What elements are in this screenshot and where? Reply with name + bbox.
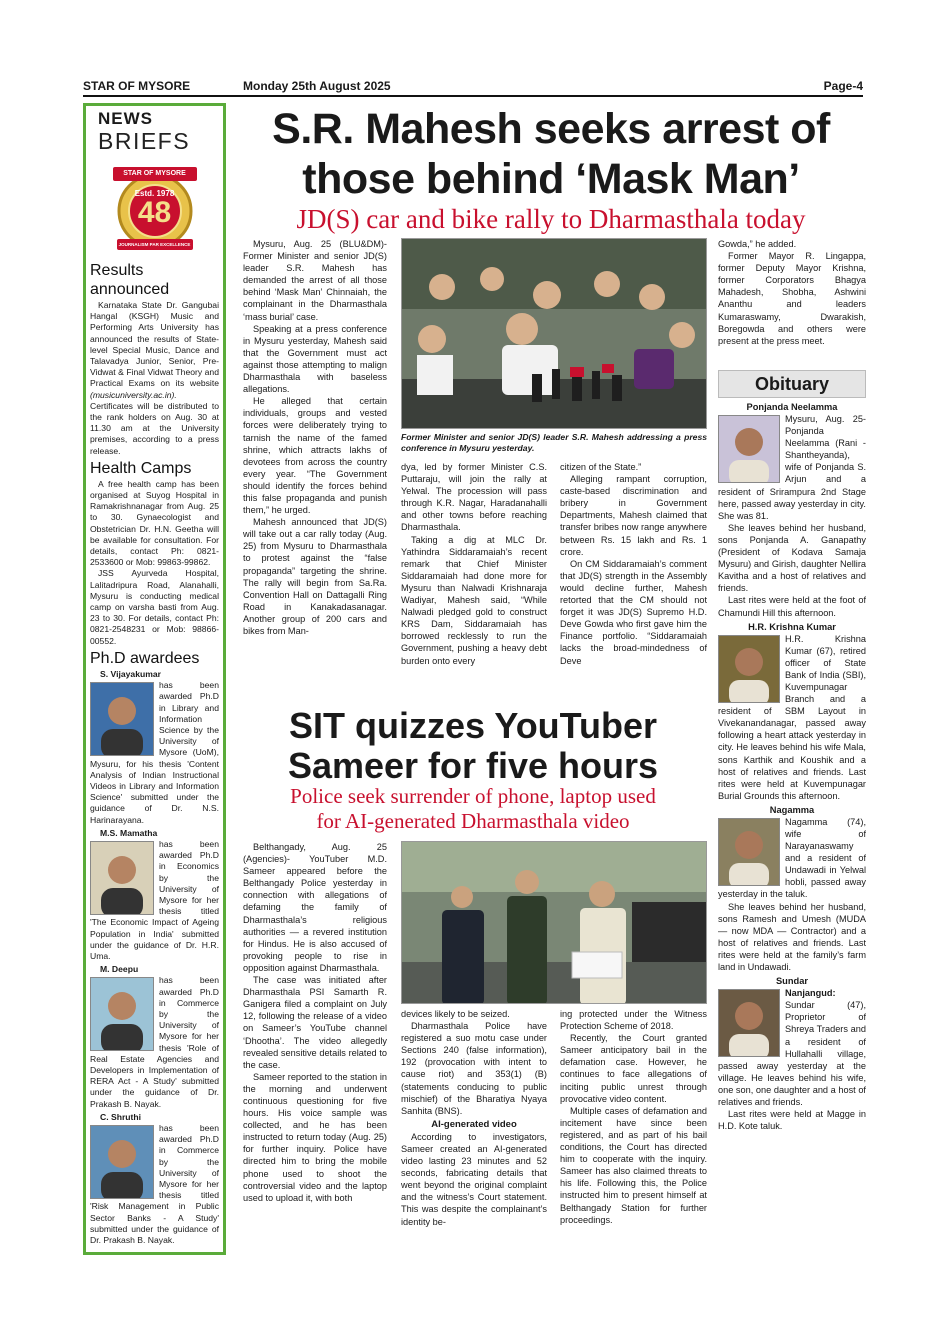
story2-col2 <box>401 1008 547 1262</box>
obituary-more: Last rites were held at Magge in H.D. Kote taluk. <box>718 1109 866 1132</box>
phd-awardee <box>90 964 219 1110</box>
paragraph: Sameer reported to the station in the morning and underwent continuous questioning for five hours. His voice sample was collected, and he has been instructed to return today (Aug. 25) for further inquiry. Police have directed him to bring the mobile phone used to shoot the controversial video and the laptop used to upload it, with both <box>243 1071 387 1203</box>
story2-col3 <box>560 1008 707 1262</box>
anniversary-logo <box>105 159 205 259</box>
story1-col1 <box>243 238 387 700</box>
obituary-more: She leaves behind her husband, sons Ponjanda A. Ganapathy (President of Kodava Samaja Mysuru) and Girish, daughter Nellira Kavitha and a host of relatives and friends. <box>718 522 866 594</box>
press-conference-caption: Former Minister and senior JD(S) leader S.R. Mahesh addressing a press conference in Mysuru yesterday. <box>401 432 707 453</box>
phd-name: M. Deepu <box>100 964 139 975</box>
obituary-text: H.R. Krishna Kumar (67), retired officer of State Bank of India (SBI), Kuvempunagar Branch and a resident of SBM Layout in Vivekanandanagar, passed away following a heart attack yesterday in city. He leaves behind his wife Mala, sons Karthik and Koushik and a host of relatives and friends. Last rites were held at Kuvempunagar Burial Grounds this afternoon. <box>718 633 866 801</box>
phd-heading: Ph.D awardees <box>90 649 200 667</box>
paragraph: Belthangady, Aug. 25 (Agencies)- YouTuber M.D. Sameer appeared before the Belthangady Police yesterday in connection with allegations of defaming the family of Dharmasthala’s religious authorities — a revered institution for Hindus. He is also accused of provoking people to rise in opposition against Dharmasthala. <box>243 842 387 973</box>
awardee-portrait-icon <box>90 682 154 756</box>
paper-name: STAR OF MYSORE <box>83 79 191 93</box>
paragraph: According to investigators, Sameer created an AI-generated video lasting 23 minutes and 52 seconds, fabricating details that went beyond the original complaint and the witness’s Court statement. This was despite the complainant’s identity be- <box>401 1131 547 1227</box>
news-briefs-sidebar <box>83 103 226 1255</box>
obituary-item <box>718 976 866 1132</box>
obituary-item <box>718 622 866 802</box>
paragraph: Multiple cases of defamation and incitement have since been registered, and as part of his bail conditions, the Court has directed him to cooperate with the inquiry. Sameer has also claimed threats to his life. Following this, the Police instructed him to present himself at Belthangady Station for further proceedings. <box>560 1105 707 1225</box>
press-conference-photo <box>401 238 707 429</box>
phd-name: C. Shruthi <box>100 1111 142 1122</box>
page-number: Page-4 <box>823 79 863 93</box>
story1-headline <box>236 104 866 204</box>
story1-col2 <box>401 461 547 701</box>
story1-col4 <box>718 238 866 366</box>
story2-headline-line1: SIT quizzes YouTuber <box>288 705 658 746</box>
sameer-police-image-icon <box>402 842 707 1004</box>
phd-text: has been awarded Ph.D in Library and Information Science by the University of Mysore (UoM), Mysuru, for his thesis 'Content Analysis of Indian Instructional Videos in Library and Information Science' submitted under the guidance of Dr. N.S. Harinarayana. <box>90 680 219 825</box>
results-text: Karnataka State Dr. Gangubai Hangal (KSGH) Music and Performing Arts University has announced the results of State-level Special Music, Dance and Talavadya Junior, Senior, Pre-Vidwat & Final Vidwat Theory and Practical Exams on its website (musicuniversity.ac.in). Certificates will be distributed to the rank holders on Aug. 30 at 11.30 am at the University premises, according to a press release. <box>90 300 219 456</box>
story2-subhead <box>236 784 710 834</box>
phd-awardee <box>90 828 219 962</box>
story2-subhead-line2: for AI-generated Dharmasthala video <box>316 809 630 833</box>
obituary-name: Ponjanda Neelamma <box>746 402 838 412</box>
obituary-lead: Nanjangud: <box>785 988 836 999</box>
story2-subhead-line1: Police seek surrender of phone, laptop used <box>290 784 656 808</box>
logo-ribbon: JOURNALISM PAR EXCELLENCE <box>118 242 191 247</box>
paragraph: Taking a dig at MLC Dr. Yathindra Siddaramaiah’s recent remark that Chief Minister Siddaramaiah had done more for Mysuru than Nalwadi Krishnaraja Wadiyar, Mahesh said, “While Nalwadi pledged gold to construct KRS Dam, Siddaramaiah has borrowed recklessly to run the Government, pushing a heavy debt burden onto every <box>401 534 547 666</box>
obituary-name: H.R. Krishna Kumar <box>748 621 836 632</box>
news-briefs-title <box>90 109 219 153</box>
phd-text: has been awarded Ph.D in Economics by the University of Mysore for her thesis titled 'The Economic Impact of Ageing Population in India' submitted under the guidance of Dr. H.R. Uma. <box>90 838 219 961</box>
paragraph: Former Mayor R. Lingappa, former Deputy Mayor Krishna, former Corporators Bhagya Mahadesh, Shobha, Ashwini Ananthu and leaders Kumaraswamy, Dwarakish, Boregowda and others were present at the press meet. <box>718 251 866 346</box>
ai-video-subhead: AI-generated video <box>431 1118 517 1130</box>
paragraph: The case was initiated after Dharmasthala PSI Samarth R. Ganigera filed a complaint on July 12, following the release of a video on Sameer’s YouTube channel ‘Dhootha’. The video allegedly revealed sensitive details related to the case. <box>243 975 387 1070</box>
story1-headline-line1: S.R. Mahesh seeks arrest of <box>272 105 830 153</box>
obituary-title: Obituary <box>718 370 866 398</box>
story2-headline <box>236 706 710 786</box>
obituary-text: Mysuru, Aug. 25- Ponjanda Neelamma (Rani - Shantheyanda), wife of Ponjanda S. Arjun and a resident of Srirampura 2nd Stage here, passed away yesterday in city. She was 81. <box>718 414 866 521</box>
results-heading: Results announced <box>90 262 170 298</box>
deceased-portrait-icon <box>718 415 780 483</box>
health-camp-1: A free health camp has been organised at Suyog Hospital in Ramakrishnanagar from Aug. 25 to 30. Gynaecologist and Obstetrician Dr. H.N. Geetha will be available for consultation. For details, contact Ph: 0821-2533600 or Mob: 99863-99862. <box>90 478 219 568</box>
logo-number: 48 <box>137 196 172 229</box>
logo-estd: Estd. 1978 <box>134 189 175 198</box>
phd-text: has been awarded Ph.D in Commerce by the University of Mysore for her thesis 'Role of Real Estate Agencies and Developers in Implementation of RERA Act - A Study' submitted under the guidance of Dr. Prakash B. Nayak. <box>90 975 219 1109</box>
health-camp-2: JSS Ayurveda Hospital, Lalitadripura Road, Alanahalli, Mysuru is conducting medical camp on varsha basti from Aug. 23 to 30. For details, contact Ph: 0821-2548231 or Mob: 98866-00552. <box>90 568 219 646</box>
obituary-more: She leaves behind her husband, sons Ramesh and Umesh (MUDA — now MDA — Contractor) and a host of relatives and friends. Last rites were held at the family’s farm land in Undawadi. <box>718 901 866 973</box>
story2-headline-line2: Sameer for five hours <box>287 745 659 786</box>
awardee-portrait-icon <box>90 977 154 1051</box>
story1-col3 <box>560 461 707 701</box>
paragraph: He alleged that certain individuals, groups and vested forces were deliberately trying to tarnish the name of the famed shrine, which attracts lakhs of devotees from across the country every year. “The Government should identify the forces behind this false propaganda and punish them,” he urged. <box>243 396 387 516</box>
briefs-label: BRIEFS <box>98 128 191 154</box>
obituary-text: Nanjangud: Sundar (47), Proprietor of Shreya Traders and a resident of Hullahalli village, passed away yesterday at the village. He leaves behind his wife, one son, one daughter and a host of relatives and friends. <box>718 988 866 1107</box>
paragraph: citizen of the State.” <box>560 462 642 472</box>
obituary-item <box>718 805 866 973</box>
page-header <box>83 75 863 97</box>
paragraph: Dharmasthala Police have registered a suo motu case under Sections 240 (false information), 192 (provocation with intent to cause riot) and 353(1) (B) (statements conducing to public mischief) of the Bharatiya Nyaya Sanhita (BNS). <box>401 1021 547 1116</box>
phd-name: S. Vijayakumar <box>100 668 161 679</box>
paragraph: Alleging rampant corruption, caste-based discrimination and bribery in Government Departments, Mahesh claimed that transfer bribes now range anywhere between Rs. 15 lakh and Rs. 1 crore. <box>560 474 707 557</box>
obituary-name: Nagamma <box>769 804 815 815</box>
paragraph: Speaking at a press conference in Mysuru yesterday, Mahesh said that the Government must act against those attempting to malign Dharmasthala with baseless allegations. <box>243 323 387 395</box>
deceased-portrait-icon <box>718 635 780 703</box>
story1-subhead: JD(S) car and bike rally to Dharmasthala today <box>296 204 806 234</box>
obituary-text: Nagamma (74), wife of Narayanaswamy and a resident of Undawadi in Yelwal hobli, passed away yesterday in the taluk. <box>718 816 866 900</box>
press-conference-image-icon <box>402 239 707 429</box>
phd-list <box>90 669 219 1246</box>
paragraph: Recently, the Court granted Sameer anticipatory bail in the defamation case. However, he continues to face allegations of inciting public unrest through provocative video content. <box>560 1033 707 1104</box>
sameer-photo <box>401 841 707 1004</box>
issue-date: Monday 25th August 2025 <box>243 79 391 93</box>
news-label: NEWS <box>98 109 153 128</box>
paragraph: devices likely to be seized. <box>401 1009 510 1019</box>
health-camps-heading: Health Camps <box>90 459 192 477</box>
paragraph: Mahesh announced that JD(S) will take out a car rally today (Aug. 25) from Mysuru to Dharmasthala to protest against the “false propaganda” targeting the shrine. The rally will begin from Sa.Ra. Convention Hall on Dattagalli Ring Road in Kanakadasanagar. Another group of 200 cars and bikes from Man- <box>243 517 387 636</box>
phd-text: has been awarded Ph.D in Commerce by the University of Mysore for her thesis titled 'Risk Management in Public Sector Banks - A Study' submitted under the guidance of Dr. Prakash B. Nayak. <box>90 1123 219 1246</box>
deceased-portrait-icon <box>718 818 780 886</box>
paragraph: On CM Siddaramaiah’s comment that JD(S) strength in the Assembly would decline further, Mahesh retorted that the CM should not forget it was JD(S) Supremo H.D. Deve Gowda who first gave him the Finance portfolio. “Siddaramaiah lacks the broad-mindedness of Deve <box>560 558 707 666</box>
obituary-more: Last rites were held at the foot of Chamundi Hill this afternoon. <box>718 595 866 618</box>
logo-top-text: STAR OF MYSORE <box>123 170 186 177</box>
paragraph: ing protected under the Witness Protection Scheme of 2018. <box>560 1009 707 1032</box>
obituary-section <box>718 364 866 1274</box>
story2-col1 <box>243 841 387 1261</box>
awardee-portrait-icon <box>90 841 154 915</box>
obituary-name: Sundar <box>775 976 809 987</box>
paragraph: Mysuru, Aug. 25 (BLU&DM)- Former Minister and senior JD(S) leader S.R. Mahesh has demanded the arrest of all those behind ‘Mask Man’ Chinnaiah, the complainant in the Dharmasthala ‘mass burial’ case. <box>243 239 387 322</box>
paragraph: Gowda,” he added. <box>718 239 797 249</box>
paragraph: dya, led by former Minister C.S. Puttaraju, will join the rally at Yelwal. The procession will pass through K.R. Nagar, Haradanahalli and other towns before reaching Dharmasthala. <box>401 462 547 533</box>
awardee-portrait-icon <box>90 1125 154 1199</box>
story1-headline-line2: those behind ‘Mask Man’ <box>302 155 800 203</box>
phd-awardee <box>90 1112 219 1246</box>
obituary-item <box>718 402 866 619</box>
phd-awardee <box>90 669 219 826</box>
obituary-list <box>718 402 866 1132</box>
deceased-portrait-icon <box>718 989 780 1057</box>
phd-name: M.S. Mamatha <box>100 827 158 838</box>
